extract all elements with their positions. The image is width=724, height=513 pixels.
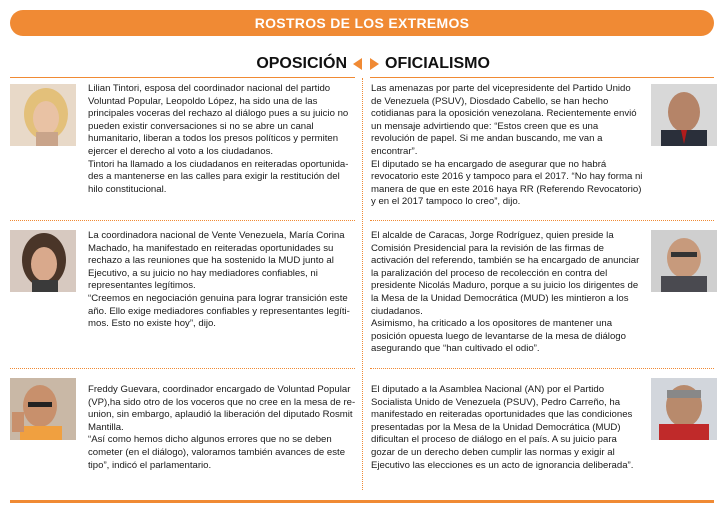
divider	[370, 368, 714, 369]
entry-paragraph: “Así como hemos dicho algunos errores que no se deben cometer (en el diálogo), valoramos también avances de este tipo”, indicó el parlamentario.	[88, 434, 346, 471]
entry-paragraph: El diputado se ha encargado de asegurar que no habrá revocatorio este 2016 y tampoco para el 2017. “No hay forma ni manera de que en este 2016 haya RR (Referendo Revocatorio) y en el 2017 tampoco lo creo”, dijo.	[371, 158, 643, 208]
entry-paragraph: Lilian Tintori, esposa del coordinador nacional del partido Voluntad Popular, Leopoldo López, ha sido una de las principales voceras del rechazo al diálogo pues a su juicio no pueden existir conversaciones si no se abre un canal humanitario, liberan a todos los presos políticos y permiten ejercer el derecho al voto a los ciudadanos.	[88, 83, 349, 157]
divider	[10, 77, 355, 78]
column-header-oposicion	[256, 54, 362, 74]
portrait-photo	[651, 230, 717, 292]
entry-paragraph: Freddy Guevara, coordinador encargado de Voluntad Popular (VP),ha sido otro de los voceros que no cree en la mesa de reunion, sin embargo, aplaudió la liberación del diputado Rosmit Mantilla.	[88, 384, 356, 433]
portrait-photo	[651, 378, 717, 440]
bottom-rule	[10, 500, 714, 503]
entry-oposicion-3	[88, 384, 356, 472]
portrait-photo-rodriguez	[651, 230, 717, 292]
entry-paragraph: Tintori ha llamado a los ciudadanos en reiteradas oportunidades a mantenerse en las calles para exigir la restitución del hilo constitucional.	[88, 158, 349, 195]
column-divider	[362, 78, 363, 490]
entry-oficialismo-2	[371, 230, 643, 356]
divider	[10, 220, 355, 221]
divider	[370, 220, 714, 221]
portrait-photo	[651, 84, 717, 146]
portrait-photo-tintori	[10, 84, 76, 146]
entry-oposicion-1	[88, 83, 356, 196]
entry-paragraph: Asimismo, ha criticado a los opositores de mantener una posición opuesta luego de levantarse de la mesa de diálogo asegurando que “han cultivado el odio”.	[371, 318, 626, 355]
divider	[370, 77, 714, 78]
entry-paragraph: El alcalde de Caracas, Jorge Rodríguez, quien preside la Comisión Presidencial para la revisión de las firmas de activación del referendo, también se ha encargado de anunciar la paralización del proceso de recolección en contra del presidente Nicolás Maduro, porque a su juicio los dirigentes de la Mesa de la Unidad Democrática (MUD) les mintieron a los ciudadanos.	[371, 230, 640, 317]
portrait-photo-guevara	[10, 378, 76, 440]
column-header-oficialismo	[370, 54, 490, 74]
entry-paragraph: Las amenazas por parte del vicepresidente del Partido Unido de Venezuela (PSUV), Diosdado Cabello, se han hecho cotidianas para la oposición venezolana. Recientemente envió un mensaje advirtiendo que: “Estos creen que es una revolución de papel. Si me andan buscando, me van a encontrar”.	[371, 83, 637, 157]
portrait-photo	[10, 230, 76, 292]
section-banner	[10, 10, 714, 36]
oposicion-title: OPOSICIÓN	[256, 55, 347, 72]
entry-oficialismo-1	[371, 83, 643, 209]
entry-oficialismo-3	[371, 384, 643, 472]
entry-paragraph: El diputado a la Asamblea Nacional (AN) por el Partido Socialista Unido de Venezuela (PSUV), Pedro Carreño, ha manifestado en reiteradas oportunidades que las condiciones presentadas por la Mesa de la Unidad Democrática (MUD) dificultan el proceso de diálogo en el país. A su juicio para gozar de un derecho deben cumplir las normas y exigir al Ejecutivo las elecciones es un acto de ignorancia deliberada”.	[371, 384, 634, 471]
portrait-photo	[10, 84, 76, 146]
entry-paragraph: La coordinadora nacional de Vente Venezuela, María Corina Machado, ha manifestado en reiteradas oportunidades su rechazo a las reuniones que ha sostenido la MUD junto al Ejecutivo, a su juicio no hay mediadores confiables, ni representantes legítimos.	[88, 230, 345, 292]
oficialismo-title: OFICIALISMO	[385, 55, 490, 72]
arrow-right-icon	[370, 58, 379, 70]
entry-oposicion-2	[88, 230, 356, 331]
portrait-photo-carreno	[651, 378, 717, 440]
entry-paragraph: “Creemos en negociación genuina para lograr transición este año. Ello exige mediadores confiables y representantes legítimos. Esto no existe hoy”, dijo.	[88, 292, 350, 330]
portrait-photo-cabello	[651, 84, 717, 146]
banner-title: ROSTROS DE LOS EXTREMOS	[254, 15, 470, 31]
portrait-photo	[10, 378, 76, 440]
arrow-left-icon	[353, 58, 362, 70]
divider	[10, 368, 355, 369]
portrait-photo-machado	[10, 230, 76, 292]
